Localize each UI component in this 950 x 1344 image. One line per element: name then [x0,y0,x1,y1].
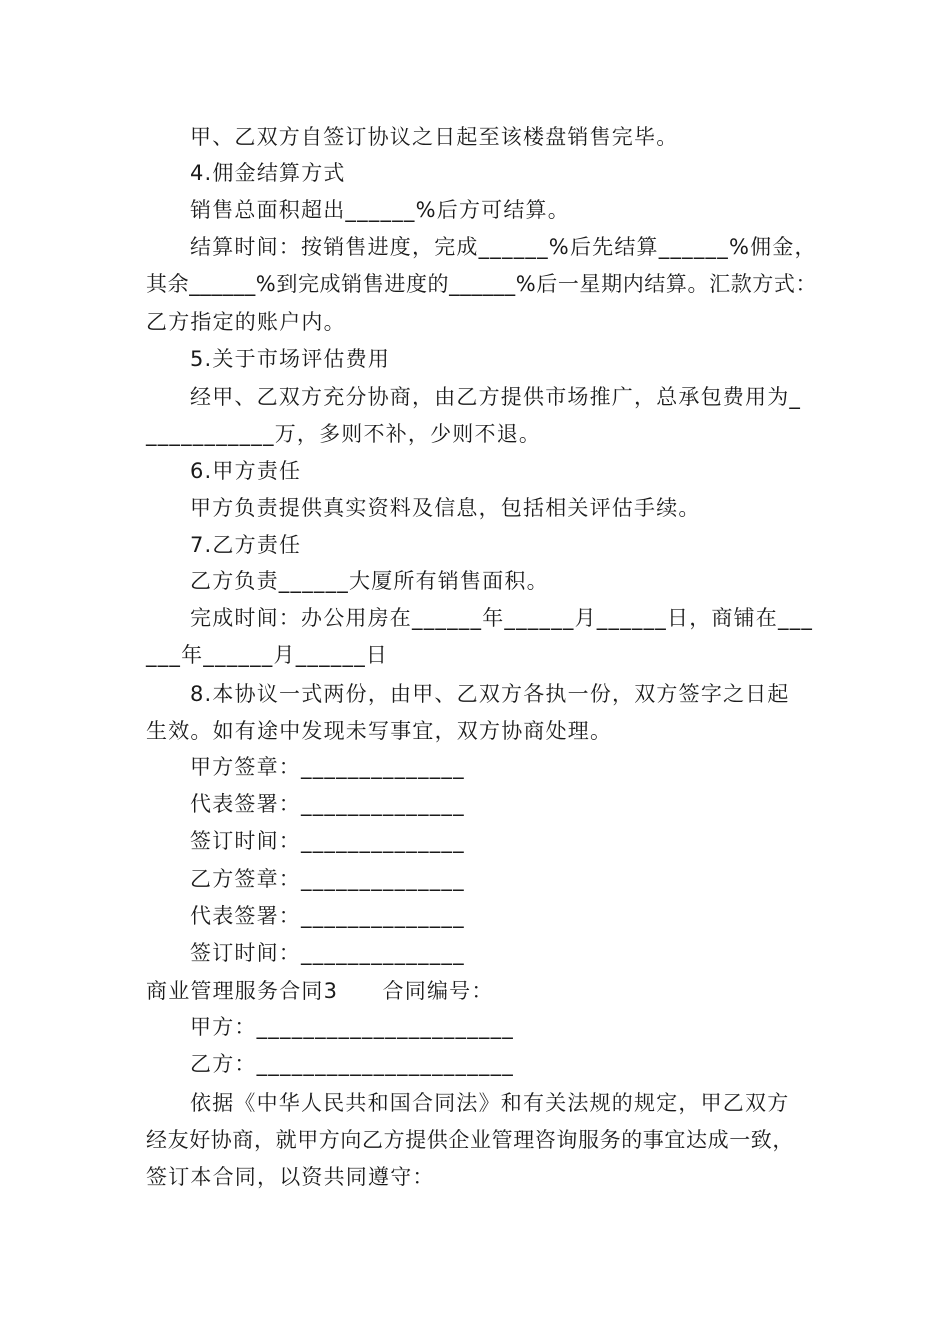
party-a-seal-line: 甲方签章：______________ [190,755,465,779]
section-8-text-cont: 生效。如有途中发现未写事宜，双方协商处理。 [146,719,613,743]
payment-account-text: 乙方指定的账户内。 [146,310,346,334]
term-duration-text: 甲、乙双方自签订协议之日起至该楼盘销售完毕。 [190,125,679,149]
party-a-rep-line: 代表签署：______________ [190,792,465,816]
market-fee-text-cont: ___________万，多则不补，少则不退。 [146,422,542,446]
contract-3-party-b: 乙方：______________________ [190,1052,514,1076]
section-6-heading: 6.甲方责任 [190,459,302,483]
party-a-duty-text: 甲方负责提供真实资料及信息，包括相关评估手续。 [190,496,701,520]
section-5-heading: 5.关于市场评估费用 [190,347,391,371]
settlement-time-text-cont: 其余______%到完成销售进度的______%后一星期内结算。汇款方式： [146,272,818,296]
contract-3-preamble-cont: 经友好协商，就甲方向乙方提供企业管理咨询服务的事宜达成一致， [146,1128,794,1152]
party-b-seal-line: 乙方签章：______________ [190,867,465,891]
contract-3-preamble-end: 签订本合同，以资共同遵守： [146,1165,435,1189]
settlement-threshold-text: 销售总面积超出______%后方可结算。 [190,198,570,222]
contract-3-title: 商业管理服务合同3 合同编号： [146,979,494,1003]
section-8-text: 8.本协议一式两份，由甲、乙双方各执一份，双方签字之日起 [190,682,790,706]
section-4-heading: 4.佣金结算方式 [190,161,346,185]
settlement-time-text: 结算时间：按销售进度，完成______%后先结算______%佣金， [190,235,817,259]
completion-time-text: 完成时间：办公用房在______年______月______日，商铺在___ [190,606,814,630]
market-fee-text: 经甲、乙双方充分协商，由乙方提供市场推广，总承包费用为_ [190,385,802,409]
party-b-date-line: 签订时间：______________ [190,941,465,965]
completion-time-text-cont: ___年______月______日 [146,643,389,667]
contract-3-preamble: 依据《中华人民共和国合同法》和有关法规的规定，甲乙双方 [190,1091,790,1115]
party-a-date-line: 签订时间：______________ [190,829,465,853]
contract-3-party-a: 甲方：______________________ [190,1015,514,1039]
party-b-duty-text: 乙方负责______大厦所有销售面积。 [190,569,549,593]
section-7-heading: 7.乙方责任 [190,533,302,557]
party-b-rep-line: 代表签署：______________ [190,904,465,928]
